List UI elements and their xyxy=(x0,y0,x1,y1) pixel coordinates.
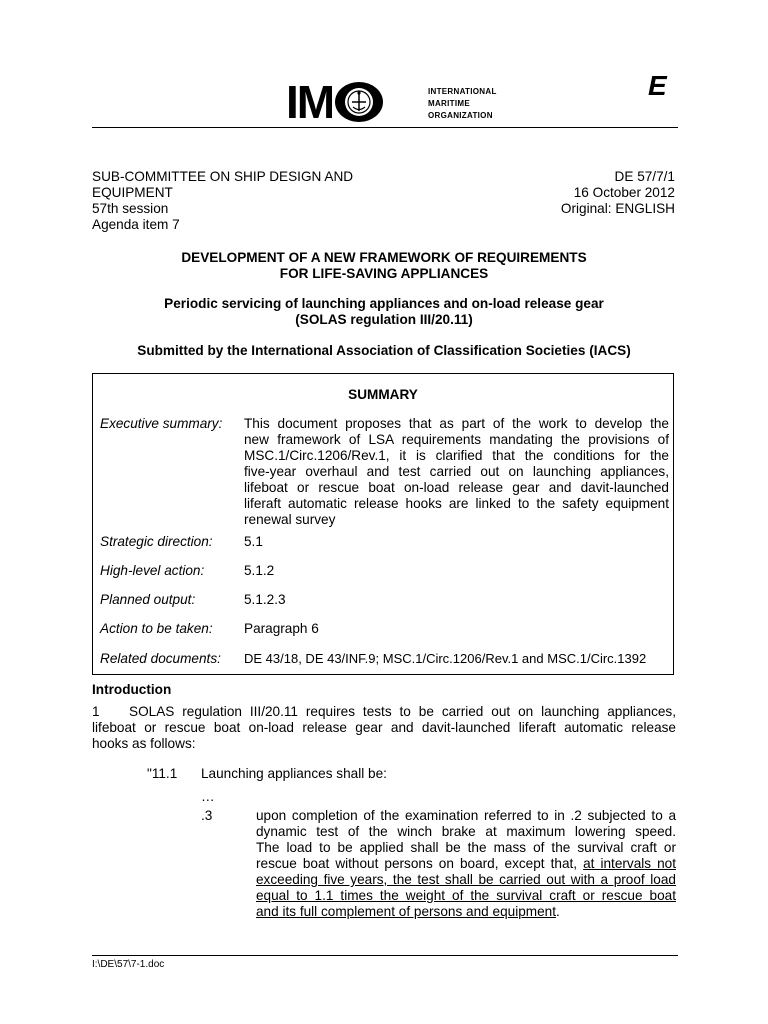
summary-label-planned-output: Planned output: xyxy=(100,592,196,607)
item-text-underlined: and its full complement of persons and equipment xyxy=(256,904,556,919)
paragraph-number: 1 xyxy=(92,704,100,719)
summary-label-executive: Executive summary: xyxy=(100,416,223,431)
summary-heading: SUMMARY xyxy=(348,387,418,402)
committee-line: SUB-COMMITTEE ON SHIP DESIGN AND xyxy=(92,169,354,184)
paragraph-line: lifeboat or rescue boat on-load release gear and davit-launched liferaft automatic release xyxy=(92,720,676,735)
quote-text: Launching appliances shall be: xyxy=(201,766,387,781)
summary-label-strategic: Strategic direction: xyxy=(100,534,213,549)
summary-label-related: Related documents: xyxy=(100,651,221,666)
summary-text-line: renewal survey xyxy=(244,512,336,527)
title-line: FOR LIFE-SAVING APPLIANCES xyxy=(279,266,489,281)
session: 57th session xyxy=(92,201,169,216)
paragraph-line: SOLAS regulation III/20.11 requires tests to be carried out on launching appliances, xyxy=(129,704,676,719)
language-code: E xyxy=(648,70,667,101)
item-text-plain: . xyxy=(556,904,560,919)
logo-text-line: ORGANIZATION xyxy=(428,111,493,120)
doc-original-language: Original: ENGLISH xyxy=(560,201,675,216)
imo-logo-mark xyxy=(286,76,385,128)
subtitle-line: (SOLAS regulation III/20.11) xyxy=(295,312,473,327)
summary-text-line: liferaft automatic release hooks are linked to the safety equipment xyxy=(244,496,669,511)
paragraph-line: hooks as follows: xyxy=(92,736,196,751)
paragraph-1 xyxy=(92,704,676,752)
agenda-item: Agenda item 7 xyxy=(92,217,180,232)
summary-label-action: Action to be taken: xyxy=(100,621,213,636)
summary-value-action: Paragraph 6 xyxy=(244,621,319,636)
doc-number: DE 57/7/1 xyxy=(614,169,675,184)
introduction-heading: Introduction xyxy=(92,682,172,697)
document-title xyxy=(92,250,676,282)
summary-text-line: lifeboat or rescue boat on-load release gear and davit-launched xyxy=(244,480,669,495)
summary-label-high-level: High-level action: xyxy=(100,563,205,578)
title-line: DEVELOPMENT OF A NEW FRAMEWORK OF REQUIREMENTS xyxy=(181,250,587,265)
quote-number: "11.1 xyxy=(147,766,178,781)
document-info xyxy=(440,169,675,217)
header-rule xyxy=(92,127,678,128)
logo-letters: IM xyxy=(286,76,334,128)
summary-text-line: five-year overhaul and test carried out on launching appliances, xyxy=(244,464,669,479)
logo-text-line: MARITIME xyxy=(428,99,470,108)
item-text-underlined: at intervals not xyxy=(583,856,677,871)
subtitle-line: Periodic servicing of launching appliances and on-load release gear xyxy=(164,296,604,311)
item-line-underlined: exceeding five years, the test shall be carried out with a proof load xyxy=(256,872,676,887)
summary-text-line: This document proposes that as part of the work to develop the xyxy=(244,416,669,431)
quote-ellipsis: … xyxy=(201,789,215,804)
item-line xyxy=(256,904,676,920)
committee-block xyxy=(92,169,353,233)
item-line: The load to be applied shall be the mass of the survival craft or xyxy=(256,840,676,855)
summary-text-line: new framework of LSA requirements mandating the provisions of xyxy=(244,432,669,447)
item-line xyxy=(256,856,676,872)
footer-rule xyxy=(92,955,678,956)
summary-value-related: DE 43/18, DE 43/INF.9; MSC.1/Circ.1206/Rev.1 and MSC.1/Circ.1392 xyxy=(244,651,647,666)
footer-file-path: I:\DE\57\7-1.doc xyxy=(92,959,165,970)
summary-value-planned-output: 5.1.2.3 xyxy=(244,592,286,607)
submitted-by: Submitted by the International Association of Classification Societies (IACS) xyxy=(137,343,631,358)
summary-value-executive xyxy=(244,416,669,528)
imo-logo xyxy=(286,76,516,128)
item-line-underlined: equal to 1.1 times the weight of the survival craft or rescue boat xyxy=(256,888,676,903)
item-line: dynamic test of the winch brake at maximum lowering speed. xyxy=(256,824,676,839)
document-subtitle xyxy=(92,296,676,328)
summary-value-strategic: 5.1 xyxy=(244,534,263,549)
committee-line: EQUIPMENT xyxy=(92,185,173,200)
item-number: .3 xyxy=(201,808,213,823)
item-text xyxy=(256,808,676,920)
item-line: upon completion of the examination referred to in .2 subjected to a xyxy=(256,808,676,823)
imo-emblem-icon xyxy=(333,80,385,124)
logo-org-name xyxy=(428,86,497,122)
doc-date: 16 October 2012 xyxy=(573,185,675,200)
item-text-plain: rescue boat without persons on board, except that, xyxy=(256,856,584,871)
summary-text-line: MSC.1/Circ.1206/Rev.1, it is clarified that the conditions for the xyxy=(244,448,669,463)
logo-text-line: INTERNATIONAL xyxy=(428,87,497,96)
summary-value-high-level: 5.1.2 xyxy=(244,563,275,578)
